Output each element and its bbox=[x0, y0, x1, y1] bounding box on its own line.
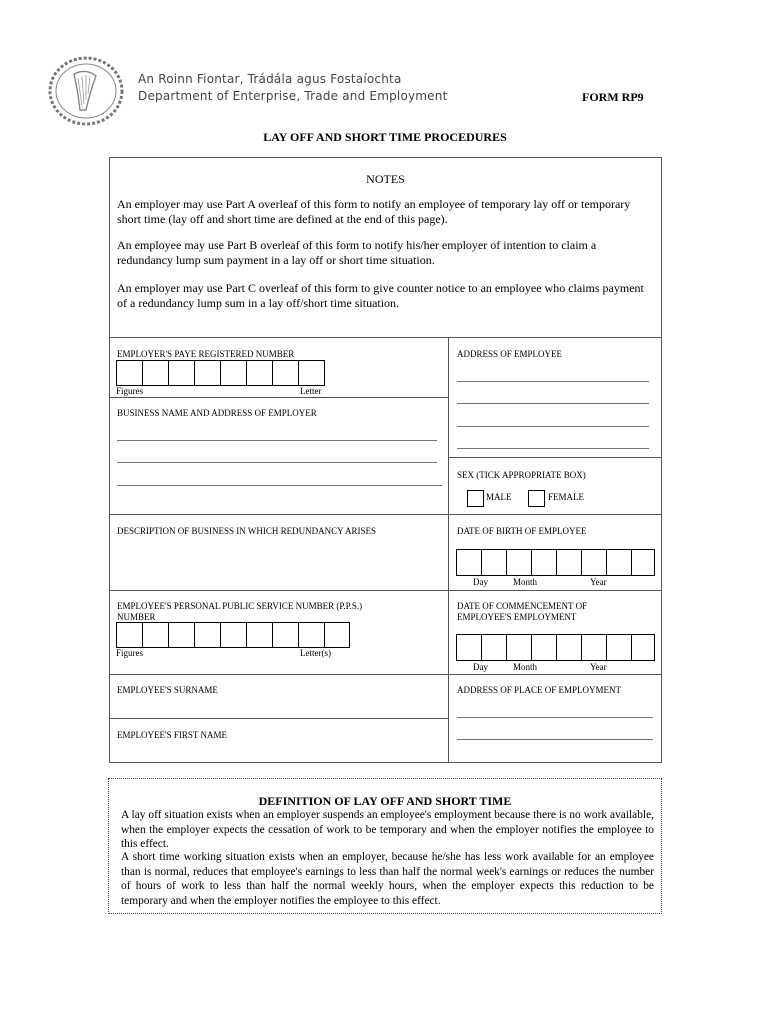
paye-digit-box[interactable] bbox=[220, 360, 247, 386]
paye-letter-caption: Letter bbox=[300, 386, 322, 396]
commencement-date-label-2: EMPLOYEE'S EMPLOYMENT bbox=[457, 612, 577, 622]
dob-year-box[interactable] bbox=[581, 549, 607, 576]
notes-paragraph-1: An employer may use Part A overleaf of this form to notify an employee of temporary lay off or temporary short time (lay off and short time are defined at the end of this page). bbox=[117, 197, 631, 226]
commencement-day-box[interactable] bbox=[456, 634, 482, 661]
employee-address-label: ADDRESS OF EMPLOYEE bbox=[457, 349, 563, 359]
pps-digit-box[interactable] bbox=[194, 622, 221, 648]
dob-year-box[interactable] bbox=[556, 549, 582, 576]
employee-address-line[interactable] bbox=[457, 426, 649, 427]
divider bbox=[448, 457, 662, 458]
dob-year-caption: Year bbox=[590, 577, 607, 587]
commencement-year-box[interactable] bbox=[606, 634, 632, 661]
male-label: MALE bbox=[486, 492, 512, 502]
business-address-line[interactable] bbox=[117, 440, 437, 441]
form-number: FORM RP9 bbox=[582, 90, 644, 104]
business-address-line[interactable] bbox=[117, 485, 442, 486]
commencement-month-box[interactable] bbox=[506, 634, 532, 661]
business-description-label: DESCRIPTION OF BUSINESS IN WHICH REDUNDANCY ARISES bbox=[117, 526, 377, 536]
definition-shorttime-paragraph: A short time working situation exists when an employer, because he/she has less work available for an employee than is normal, reduces that employee's earnings to less than half the normal week's earnings or reduces the number of hours of work to less than half the normal weekly hours, when the employer expects this reduction to be temporary and when the employer notifies the employee to this effect. bbox=[121, 851, 654, 907]
pps-number-label: EMPLOYEE'S PERSONAL PUBLIC SERVICE NUMBER (P.P.S.) bbox=[117, 601, 363, 611]
dob-year-box[interactable] bbox=[606, 549, 632, 576]
department-name-irish: An Roinn Fiontar, Trádála agus Fostaíochta bbox=[138, 72, 402, 86]
pps-figures-caption: Figures bbox=[116, 648, 143, 658]
pps-digit-box[interactable] bbox=[246, 622, 273, 648]
dob-day-box[interactable] bbox=[456, 549, 482, 576]
commencement-date-label: DATE OF COMMENCEMENT OF bbox=[457, 601, 588, 611]
pps-digit-box[interactable] bbox=[116, 622, 143, 648]
dob-month-box[interactable] bbox=[531, 549, 557, 576]
commencement-month-caption: Month bbox=[513, 662, 538, 672]
divider bbox=[109, 514, 662, 515]
paye-digit-box[interactable] bbox=[272, 360, 299, 386]
place-of-employment-line[interactable] bbox=[457, 739, 653, 740]
department-seal bbox=[46, 54, 126, 128]
place-of-employment-label: ADDRESS OF PLACE OF EMPLOYMENT bbox=[457, 685, 622, 695]
paye-digit-box[interactable] bbox=[142, 360, 169, 386]
female-checkbox[interactable] bbox=[528, 490, 545, 507]
paye-figures-caption: Figures bbox=[116, 386, 143, 396]
paye-digit-box[interactable] bbox=[116, 360, 143, 386]
employee-address-line[interactable] bbox=[457, 403, 649, 404]
divider bbox=[109, 590, 662, 591]
notes-paragraph-3: An employer may use Part C overleaf of this form to give counter notice to an employee who claims payment of a redundancy lump sum in a lay off/short time situation. bbox=[117, 281, 644, 310]
dob-month-box[interactable] bbox=[506, 549, 532, 576]
divider bbox=[109, 674, 662, 675]
divider bbox=[109, 397, 448, 398]
dob-day-box[interactable] bbox=[481, 549, 507, 576]
paye-letter-box[interactable] bbox=[298, 360, 325, 386]
definition-heading: DEFINITION OF LAY OFF AND SHORT TIME bbox=[258, 794, 512, 808]
page-title: LAY OFF AND SHORT TIME PROCEDURES bbox=[263, 130, 507, 144]
pps-digit-box[interactable] bbox=[272, 622, 299, 648]
commencement-day-box[interactable] bbox=[481, 634, 507, 661]
pps-letter-box[interactable] bbox=[298, 622, 325, 648]
place-of-employment-line[interactable] bbox=[457, 717, 653, 718]
female-label: FEMALE bbox=[548, 492, 584, 502]
commencement-day-caption: Day bbox=[473, 662, 488, 672]
pps-digit-box[interactable] bbox=[220, 622, 247, 648]
divider bbox=[109, 718, 448, 719]
paye-digit-box[interactable] bbox=[246, 360, 273, 386]
dob-day-caption: Day bbox=[473, 577, 488, 587]
commencement-month-box[interactable] bbox=[531, 634, 557, 661]
dob-year-box[interactable] bbox=[631, 549, 655, 576]
pps-digit-box[interactable] bbox=[142, 622, 169, 648]
paye-digit-box[interactable] bbox=[168, 360, 195, 386]
commencement-year-box[interactable] bbox=[581, 634, 607, 661]
male-checkbox[interactable] bbox=[467, 490, 484, 507]
employee-address-line[interactable] bbox=[457, 448, 649, 449]
dob-month-caption: Month bbox=[513, 577, 538, 587]
department-name-english: Department of Enterprise, Trade and Employment bbox=[138, 89, 448, 103]
sex-label: SEX (TICK APPROPRIATE BOX) bbox=[457, 470, 586, 480]
paye-number-label: EMPLOYER'S PAYE REGISTERED NUMBER bbox=[117, 349, 295, 359]
notes-paragraph-2: An employee may use Part B overleaf of this form to notify his/her employer of intention to claim a redundancy lump sum payment in a lay off or short time situation. bbox=[117, 238, 597, 267]
pps-letters-caption: Letter(s) bbox=[300, 648, 331, 658]
commencement-year-box[interactable] bbox=[631, 634, 655, 661]
pps-digit-box[interactable] bbox=[168, 622, 195, 648]
pps-letter-box[interactable] bbox=[324, 622, 350, 648]
first-name-label: EMPLOYEE'S FIRST NAME bbox=[117, 730, 227, 740]
commencement-year-caption: Year bbox=[590, 662, 607, 672]
notes-heading: NOTES bbox=[366, 172, 405, 186]
date-of-birth-label: DATE OF BIRTH OF EMPLOYEE bbox=[457, 526, 587, 536]
commencement-year-box[interactable] bbox=[556, 634, 582, 661]
divider bbox=[109, 337, 662, 338]
divider bbox=[448, 337, 449, 763]
business-address-line[interactable] bbox=[117, 462, 437, 463]
pps-number-label-2: NUMBER bbox=[117, 612, 156, 622]
employee-address-line[interactable] bbox=[457, 381, 649, 382]
business-name-label: BUSINESS NAME AND ADDRESS OF EMPLOYER bbox=[117, 408, 317, 418]
harp-seal-icon bbox=[46, 54, 126, 128]
paye-digit-box[interactable] bbox=[194, 360, 221, 386]
definition-layoff-paragraph: A lay off situation exists when an employer suspends an employee's employment because there is no work available, when the employer expects the cessation of work to be temporary and when the employer notifies the employee to this effect. bbox=[121, 809, 654, 850]
surname-label: EMPLOYEE'S SURNAME bbox=[117, 685, 218, 695]
